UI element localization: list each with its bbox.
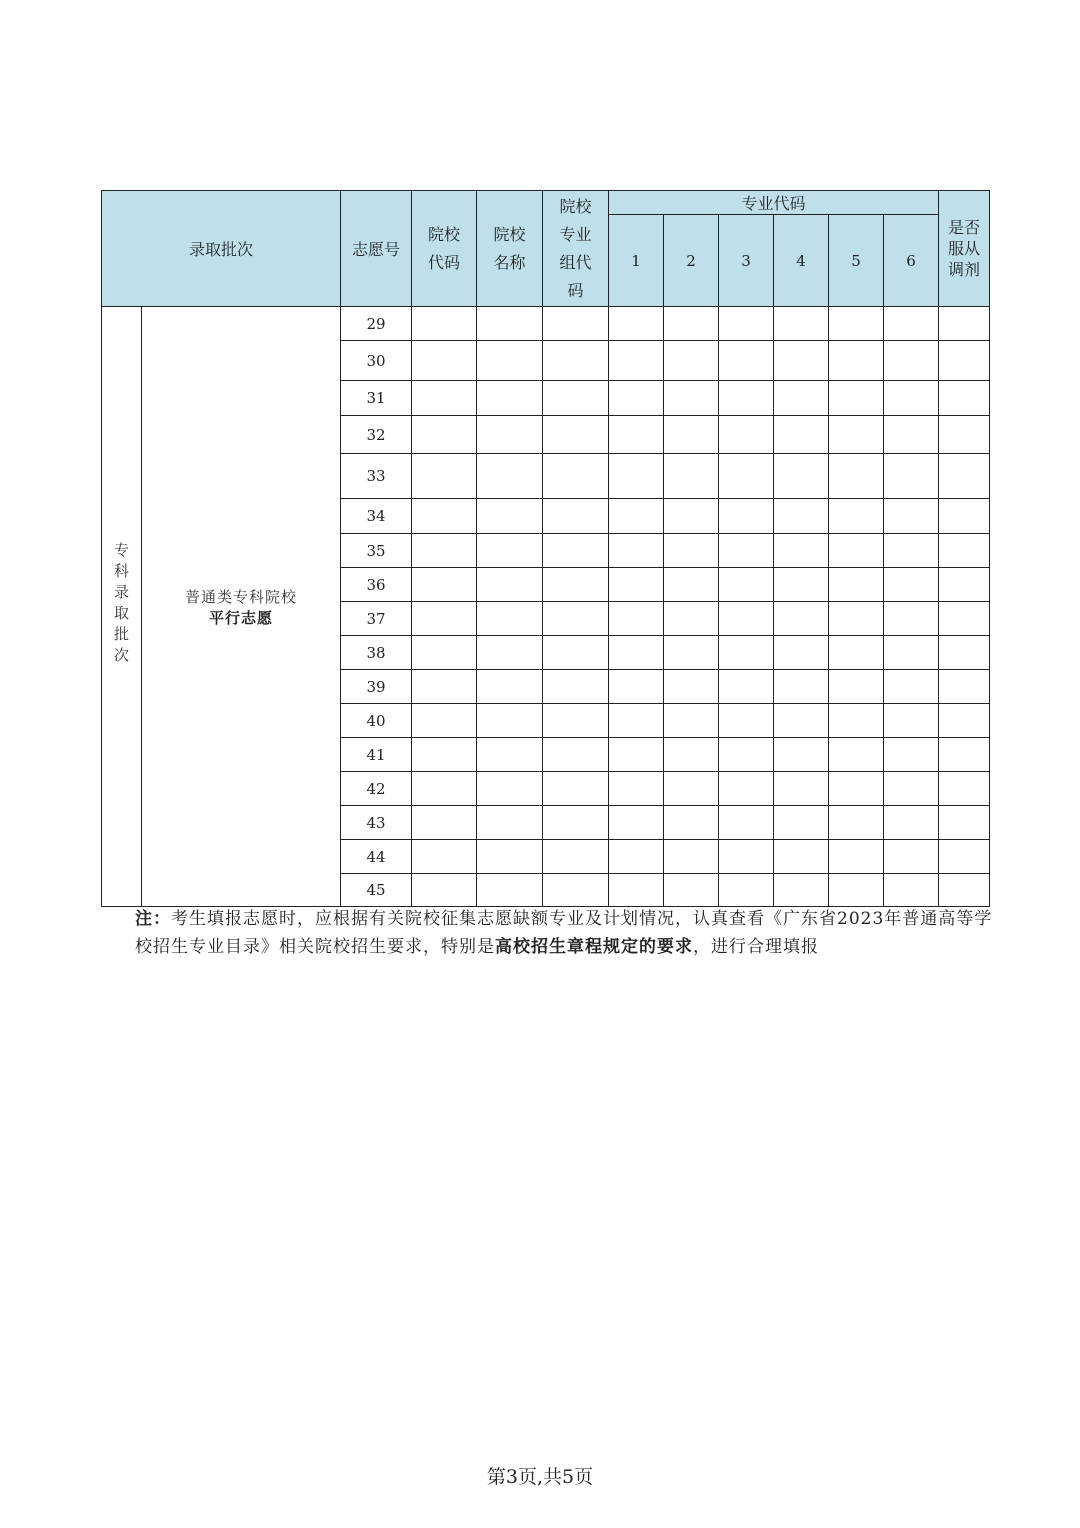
major-code-cell[interactable]: [829, 772, 884, 806]
adjust-cell[interactable]: [939, 670, 990, 704]
major-code-cell[interactable]: [719, 534, 774, 568]
adjust-cell[interactable]: [939, 499, 990, 534]
group-code-cell[interactable]: [543, 499, 609, 534]
wish-number: 40: [341, 704, 412, 738]
major-code-cell[interactable]: [884, 602, 939, 636]
school-name-cell[interactable]: [477, 534, 543, 568]
major-code-cell[interactable]: [609, 416, 664, 454]
batch-label: 专科录取批次: [112, 541, 130, 668]
school-code-cell[interactable]: [412, 704, 477, 738]
note-emphasis: 高校招生章程规定的要求: [495, 937, 693, 957]
header-group-code-line: 专业: [559, 224, 592, 244]
major-code-cell[interactable]: [609, 704, 664, 738]
major-code-cell[interactable]: [664, 602, 719, 636]
school-code-cell[interactable]: [412, 534, 477, 568]
group-code-cell[interactable]: [543, 568, 609, 602]
major-code-cell[interactable]: [774, 704, 829, 738]
wish-number: 36: [341, 568, 412, 602]
adjust-cell[interactable]: [939, 806, 990, 840]
school-name-cell[interactable]: [477, 738, 543, 772]
header-major-number: 1: [609, 215, 664, 307]
group-code-cell[interactable]: [543, 874, 609, 907]
major-code-cell[interactable]: [719, 772, 774, 806]
group-code-cell[interactable]: [543, 772, 609, 806]
wish-number: 30: [341, 341, 412, 381]
major-code-cell[interactable]: [664, 670, 719, 704]
header-adjust: [939, 191, 990, 307]
major-code-cell[interactable]: [664, 738, 719, 772]
major-code-cell[interactable]: [774, 341, 829, 381]
wish-number: 29: [341, 307, 412, 341]
adjust-cell[interactable]: [939, 636, 990, 670]
table-row: [102, 307, 990, 341]
major-code-cell[interactable]: [719, 602, 774, 636]
major-code-cell[interactable]: [664, 307, 719, 341]
group-code-cell[interactable]: [543, 307, 609, 341]
group-code-cell[interactable]: [543, 806, 609, 840]
major-code-cell[interactable]: [719, 670, 774, 704]
group-code-cell[interactable]: [543, 534, 609, 568]
header-group-code: [543, 191, 609, 307]
header-school-name: [477, 191, 543, 307]
adjust-cell[interactable]: [939, 874, 990, 907]
note-label: 注：: [135, 909, 171, 929]
major-code-cell[interactable]: [884, 381, 939, 416]
major-code-cell[interactable]: [664, 840, 719, 874]
group-code-cell[interactable]: [543, 704, 609, 738]
major-code-cell[interactable]: [829, 307, 884, 341]
page-number: 第3页,共5页: [486, 1466, 594, 1488]
header-major-number: 6: [884, 215, 939, 307]
major-code-cell[interactable]: [829, 381, 884, 416]
school-name-cell[interactable]: [477, 499, 543, 534]
major-code-cell[interactable]: [719, 806, 774, 840]
major-code-cell[interactable]: [664, 454, 719, 499]
major-code-cell[interactable]: [829, 534, 884, 568]
adjust-cell[interactable]: [939, 840, 990, 874]
major-code-cell[interactable]: [719, 568, 774, 602]
note-text: 考生填报志愿时，应根据有关院校征集志愿缺额专业及计划情况，认真查看《广东省2023年普通高等学校招生专业目录》相关院校招生要求，特别是: [135, 909, 993, 957]
major-code-cell[interactable]: [719, 840, 774, 874]
header-adjust-line: 服从: [948, 239, 981, 258]
major-code-cell[interactable]: [829, 704, 884, 738]
major-code-cell[interactable]: [829, 341, 884, 381]
wish-number: 42: [341, 772, 412, 806]
adjust-cell[interactable]: [939, 602, 990, 636]
school-code-cell[interactable]: [412, 840, 477, 874]
header-school-code: [412, 191, 477, 307]
major-code-cell[interactable]: [719, 499, 774, 534]
header-adjust-line: 是否: [948, 218, 981, 237]
major-code-cell[interactable]: [774, 806, 829, 840]
school-code-cell[interactable]: [412, 670, 477, 704]
header-school-code-line: 院校: [428, 224, 461, 244]
sub-batch-label: 普通类专科院校: [185, 587, 298, 606]
note-text-end: ，进行合理填报: [693, 937, 819, 957]
major-code-cell[interactable]: [774, 738, 829, 772]
major-code-cell[interactable]: [609, 568, 664, 602]
wish-number: 31: [341, 381, 412, 416]
wish-number: 39: [341, 670, 412, 704]
major-code-cell[interactable]: [609, 499, 664, 534]
wish-number: 32: [341, 416, 412, 454]
major-code-cell[interactable]: [774, 381, 829, 416]
school-name-cell[interactable]: [477, 454, 543, 499]
adjust-cell[interactable]: [939, 568, 990, 602]
volunteer-form-table: [101, 190, 990, 907]
major-code-cell[interactable]: [664, 704, 719, 738]
school-name-cell[interactable]: [477, 806, 543, 840]
major-code-cell[interactable]: [829, 416, 884, 454]
major-code-cell[interactable]: [829, 670, 884, 704]
major-code-cell[interactable]: [774, 499, 829, 534]
adjust-cell[interactable]: [939, 416, 990, 454]
major-code-cell[interactable]: [609, 636, 664, 670]
major-code-cell[interactable]: [719, 636, 774, 670]
sub-batch-cell: [142, 307, 341, 907]
wish-number: 33: [341, 454, 412, 499]
major-code-cell[interactable]: [774, 602, 829, 636]
adjust-cell[interactable]: [939, 307, 990, 341]
major-code-cell[interactable]: [884, 307, 939, 341]
major-code-cell[interactable]: [664, 568, 719, 602]
major-code-cell[interactable]: [829, 568, 884, 602]
major-code-cell[interactable]: [609, 772, 664, 806]
major-code-cell[interactable]: [664, 874, 719, 907]
major-code-cell[interactable]: [774, 568, 829, 602]
school-code-cell[interactable]: [412, 874, 477, 907]
major-code-cell[interactable]: [774, 454, 829, 499]
school-name-cell[interactable]: [477, 602, 543, 636]
wish-number: 34: [341, 499, 412, 534]
header-group-code-line: 码: [567, 280, 584, 300]
major-code-cell[interactable]: [884, 341, 939, 381]
school-code-cell[interactable]: [412, 499, 477, 534]
major-code-cell[interactable]: [664, 772, 719, 806]
header-school-code-line: 代码: [428, 252, 461, 272]
group-code-cell[interactable]: [543, 381, 609, 416]
adjust-cell[interactable]: [939, 534, 990, 568]
wish-number: 35: [341, 534, 412, 568]
school-name-cell[interactable]: [477, 568, 543, 602]
group-code-cell[interactable]: [543, 636, 609, 670]
major-code-cell[interactable]: [664, 636, 719, 670]
school-name-cell[interactable]: [477, 874, 543, 907]
table-note: [135, 905, 995, 961]
adjust-cell[interactable]: [939, 381, 990, 416]
major-code-cell[interactable]: [829, 806, 884, 840]
major-code-cell[interactable]: [884, 806, 939, 840]
wish-number: 44: [341, 840, 412, 874]
major-code-cell[interactable]: [719, 704, 774, 738]
major-code-cell[interactable]: [829, 738, 884, 772]
major-code-cell[interactable]: [774, 307, 829, 341]
adjust-cell[interactable]: [939, 454, 990, 499]
adjust-cell[interactable]: [939, 738, 990, 772]
school-code-cell[interactable]: [412, 381, 477, 416]
group-code-cell[interactable]: [543, 738, 609, 772]
major-code-cell[interactable]: [609, 806, 664, 840]
school-code-cell[interactable]: [412, 341, 477, 381]
school-code-cell[interactable]: [412, 806, 477, 840]
header-major-number: 4: [774, 215, 829, 307]
major-code-cell[interactable]: [719, 307, 774, 341]
major-code-cell[interactable]: [774, 772, 829, 806]
major-code-cell[interactable]: [664, 499, 719, 534]
header-wish-no: 志愿号: [341, 191, 412, 307]
group-code-cell[interactable]: [543, 602, 609, 636]
major-code-cell[interactable]: [884, 840, 939, 874]
header-major-number: 5: [829, 215, 884, 307]
major-code-cell[interactable]: [884, 568, 939, 602]
batch-label-cell: [102, 307, 142, 907]
school-code-cell[interactable]: [412, 454, 477, 499]
major-code-cell[interactable]: [609, 874, 664, 907]
major-code-cell[interactable]: [774, 874, 829, 907]
major-code-cell[interactable]: [884, 670, 939, 704]
major-code-cell[interactable]: [664, 341, 719, 381]
school-code-cell[interactable]: [412, 568, 477, 602]
major-code-cell[interactable]: [884, 874, 939, 907]
school-name-cell[interactable]: [477, 636, 543, 670]
adjust-cell[interactable]: [939, 704, 990, 738]
school-name-cell[interactable]: [477, 840, 543, 874]
school-name-cell[interactable]: [477, 307, 543, 341]
school-name-cell[interactable]: [477, 341, 543, 381]
major-code-cell[interactable]: [884, 738, 939, 772]
major-code-cell[interactable]: [774, 636, 829, 670]
major-code-cell[interactable]: [829, 499, 884, 534]
school-code-cell[interactable]: [412, 307, 477, 341]
group-code-cell[interactable]: [543, 416, 609, 454]
major-code-cell[interactable]: [774, 534, 829, 568]
school-code-cell[interactable]: [412, 738, 477, 772]
major-code-cell[interactable]: [884, 454, 939, 499]
major-code-cell[interactable]: [609, 738, 664, 772]
header-group-code-line: 组代: [559, 252, 592, 272]
major-code-cell[interactable]: [719, 341, 774, 381]
header-group-code-line: 院校: [559, 196, 592, 216]
group-code-cell[interactable]: [543, 454, 609, 499]
major-code-cell[interactable]: [664, 416, 719, 454]
major-code-cell[interactable]: [719, 381, 774, 416]
school-code-cell[interactable]: [412, 416, 477, 454]
major-code-cell[interactable]: [829, 636, 884, 670]
wish-number: 45: [341, 874, 412, 907]
group-code-cell[interactable]: [543, 840, 609, 874]
adjust-cell[interactable]: [939, 341, 990, 381]
school-code-cell[interactable]: [412, 772, 477, 806]
major-code-cell[interactable]: [609, 454, 664, 499]
group-code-cell[interactable]: [543, 670, 609, 704]
major-code-cell[interactable]: [774, 670, 829, 704]
header-major-number: 3: [719, 215, 774, 307]
major-code-cell[interactable]: [609, 381, 664, 416]
major-code-cell[interactable]: [774, 416, 829, 454]
major-code-cell[interactable]: [609, 602, 664, 636]
major-code-cell[interactable]: [774, 840, 829, 874]
header-batch: 录取批次: [102, 191, 341, 307]
school-code-cell[interactable]: [412, 636, 477, 670]
major-code-cell[interactable]: [829, 840, 884, 874]
major-code-cell[interactable]: [664, 381, 719, 416]
header-major-code: 专业代码: [609, 191, 939, 215]
header-school-name-line: 名称: [493, 252, 526, 272]
school-name-cell[interactable]: [477, 772, 543, 806]
wish-number: 43: [341, 806, 412, 840]
major-code-cell[interactable]: [664, 534, 719, 568]
major-code-cell[interactable]: [884, 636, 939, 670]
header-adjust-line: 调剂: [948, 260, 981, 279]
major-code-cell[interactable]: [609, 670, 664, 704]
wish-number: 37: [341, 602, 412, 636]
major-code-cell[interactable]: [664, 806, 719, 840]
school-name-cell[interactable]: [477, 416, 543, 454]
wish-number: 41: [341, 738, 412, 772]
group-code-cell[interactable]: [543, 341, 609, 381]
wish-number: 38: [341, 636, 412, 670]
major-code-cell[interactable]: [719, 874, 774, 907]
sub-batch-type: 平行志愿: [209, 608, 274, 627]
adjust-cell[interactable]: [939, 772, 990, 806]
major-code-cell[interactable]: [829, 602, 884, 636]
major-code-cell[interactable]: [884, 704, 939, 738]
major-code-cell[interactable]: [719, 416, 774, 454]
major-code-cell[interactable]: [609, 534, 664, 568]
major-code-cell[interactable]: [884, 534, 939, 568]
school-name-cell[interactable]: [477, 704, 543, 738]
header-school-name-line: 院校: [493, 224, 526, 244]
major-code-cell[interactable]: [884, 772, 939, 806]
major-code-cell[interactable]: [884, 499, 939, 534]
major-code-cell[interactable]: [829, 454, 884, 499]
major-code-cell[interactable]: [609, 840, 664, 874]
school-name-cell[interactable]: [477, 381, 543, 416]
major-code-cell[interactable]: [609, 307, 664, 341]
school-name-cell[interactable]: [477, 670, 543, 704]
major-code-cell[interactable]: [719, 454, 774, 499]
header-major-number: 2: [664, 215, 719, 307]
school-code-cell[interactable]: [412, 602, 477, 636]
major-code-cell[interactable]: [609, 341, 664, 381]
major-code-cell[interactable]: [829, 874, 884, 907]
major-code-cell[interactable]: [719, 738, 774, 772]
major-code-cell[interactable]: [884, 416, 939, 454]
